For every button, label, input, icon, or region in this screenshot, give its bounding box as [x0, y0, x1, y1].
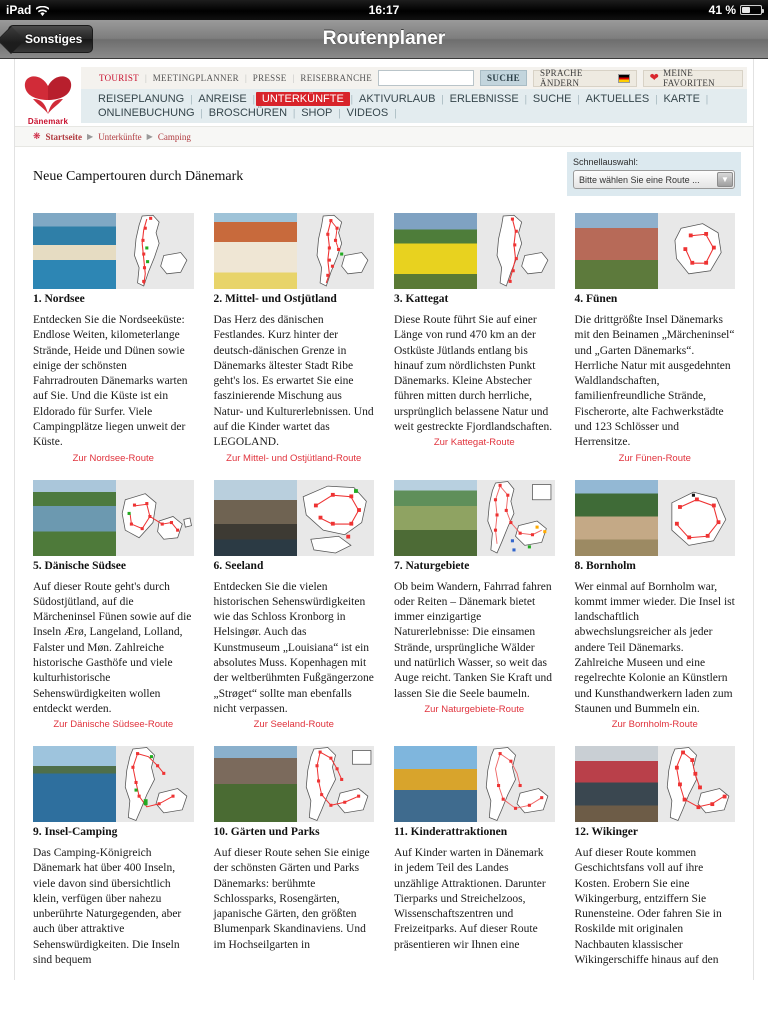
- change-language-label: SPRACHE ÄNDERN: [540, 68, 583, 88]
- card-media: [214, 213, 375, 289]
- topnav-item-reisebranche[interactable]: REISEBRANCHE: [300, 73, 373, 83]
- route-link[interactable]: Zur Seeland-Route: [253, 719, 334, 731]
- route-map-thumbnail: [116, 213, 193, 289]
- nav-item-unterkuenfte[interactable]: UNTERKÜNFTE: [256, 92, 350, 106]
- route-photo: [33, 746, 116, 822]
- route-photo: [214, 213, 297, 289]
- back-button-label: Sonstiges: [25, 32, 83, 46]
- route-photo: [33, 213, 116, 289]
- nav-item-erlebnisse[interactable]: ERLEBNISSE: [449, 93, 519, 105]
- top-utility-nav: [81, 73, 378, 83]
- route-title: 12. Wikinger: [574, 826, 638, 839]
- nav-separator: |: [705, 93, 709, 105]
- nav-item-onlinebuchung[interactable]: ONLINEBUCHUNG: [98, 107, 195, 119]
- logo-caption: Dänemark: [27, 117, 69, 126]
- route-card[interactable]: [565, 740, 746, 980]
- quick-select-panel: [567, 152, 741, 196]
- app-title: Routenplaner: [322, 28, 446, 49]
- card-media: [33, 213, 194, 289]
- topnav-item-tourist[interactable]: TOURIST: [99, 73, 139, 83]
- route-photo: [214, 746, 297, 822]
- page-title: Neue Campertouren durch Dänemark: [33, 169, 244, 184]
- header-right: [81, 67, 753, 126]
- route-description: Auf dieser Route sehen Sie einige der schönsten Gärten und Parks Dänemarks: berühmte Schlossparks, Rosengärten, japanische Gärten, den größten Blumenpark Skandinaviens. Und im Hochseilgarten in: [213, 847, 370, 951]
- card-media: [394, 746, 555, 822]
- breadcrumb-item-camping[interactable]: Camping: [157, 131, 191, 142]
- route-title: 4. Fünen: [574, 293, 618, 305]
- app-navigation-bar: [0, 20, 768, 59]
- nav-separator: |: [577, 93, 580, 105]
- route-description: Ob beim Wandern, Fahrrad fahren oder Reiten – Dänemark bietet immer einzigartige Naturerlebnisse: Die einsamen Strände, ursprüngliche Wälder und natürlich Wasser, so weit das Auge reicht. Tanken Sie Kraft und lassen Sie die Seele baumeln.: [394, 580, 553, 700]
- topnav-item-presse[interactable]: PRESSE: [252, 73, 287, 83]
- topnav-separator: |: [244, 73, 247, 83]
- route-link[interactable]: Zur Dänische Südsee-Route: [53, 719, 174, 731]
- route-description: Die drittgrößte Insel Dänemarks mit den Beinamen „Märcheninsel“ und „Garten Dänemarks“. Herrliche Natur mit ausgedehnten Waldlandschaften, familienfreundliche Strände, Fischerorte, alte Fachwerkstädte und 123 Schlösser und Herrensitze.: [574, 314, 735, 449]
- route-link[interactable]: Zur Fünen-Route: [618, 452, 691, 464]
- route-link[interactable]: Zur Naturgebiete-Route: [424, 703, 525, 715]
- page-title-row: [15, 147, 753, 207]
- page-container: [14, 59, 754, 980]
- device-label: iPad: [6, 3, 32, 17]
- change-language-button[interactable]: [533, 70, 637, 87]
- card-media: [575, 480, 736, 556]
- route-title: 6. Seeland: [213, 559, 264, 572]
- header-tools: [378, 70, 747, 87]
- nav-separator: |: [252, 93, 255, 105]
- topnav-item-meetingplanner[interactable]: MEETINGPLANNER: [152, 73, 239, 83]
- route-map-thumbnail: [297, 746, 374, 822]
- battery-icon: [740, 5, 762, 15]
- route-title: 9. Insel-Camping: [33, 826, 118, 839]
- route-photo: [214, 480, 297, 556]
- nav-separator: |: [338, 107, 341, 119]
- route-photo: [575, 213, 658, 289]
- nav-separator: |: [394, 107, 397, 119]
- route-map-thumbnail: [116, 746, 193, 822]
- card-media: [214, 746, 375, 822]
- route-title: 5. Dänische Südsee: [33, 559, 126, 572]
- route-card[interactable]: [384, 474, 565, 741]
- german-flag-icon: [618, 74, 630, 83]
- route-card[interactable]: [23, 740, 204, 980]
- card-media: [575, 213, 736, 289]
- route-map-thumbnail: [658, 746, 735, 822]
- route-title: 1. Nordsee: [33, 293, 85, 305]
- status-bar-clock: 16:17: [368, 3, 400, 17]
- route-photo: [394, 480, 477, 556]
- route-description: Entdecken Sie die Nordseeküste: Endlose Weiten, kilometerlange Strände, Heide und Dünen sowie einige der schönsten Fahrradrouten Dänemarks warten auf Sie. Und die Küste ist ein Eldorado für Surfer. Viele Campingplätze liegen unweit der Küste.: [33, 314, 188, 449]
- route-card[interactable]: [384, 207, 565, 474]
- route-link[interactable]: Zur Bornholm-Route: [611, 719, 698, 731]
- breadcrumb: [15, 126, 753, 147]
- nav-separator: |: [190, 93, 193, 105]
- route-title: 3. Kattegat: [394, 293, 449, 305]
- route-title: 2. Mittel- und Ostjütland: [213, 293, 337, 305]
- site-logo[interactable]: [15, 67, 81, 126]
- breadcrumb-item-startseite[interactable]: Startseite: [45, 131, 83, 142]
- embedded-web-view: [0, 59, 768, 1024]
- route-card[interactable]: [204, 740, 385, 980]
- nav-separator: |: [441, 93, 444, 105]
- route-map-thumbnail: [658, 213, 735, 289]
- route-title: 11. Kinderattraktionen: [394, 826, 508, 839]
- route-description: Diese Route führt Sie auf einer Länge von rund 470 km an der Ostküste Jütlands entlang bis hinauf zum nördlichsten Punkt Dänemarks. Kleine Abstecher führen mitten durch herrliche, ursprünglich belassene Natur und weit gestreckte Fjordlandschaften.: [394, 314, 553, 433]
- route-description: Das Camping-Königreich Dänemark hat über 400 Inseln, viele davon sind übersichtlich klein, verfügen über nahezu unberührte Naturgegenden, aber auch über attraktive Sehenswürdigkeiten. Die Inseln sind bequem: [33, 847, 182, 967]
- home-icon: ❋: [33, 131, 41, 141]
- nav-item-anreise[interactable]: ANREISE: [198, 93, 247, 105]
- visitdenmark-heart-logo: [21, 70, 75, 116]
- nav-item-broschueren[interactable]: BROSCHÜREN: [208, 107, 288, 119]
- nav-item-shop[interactable]: SHOP: [301, 107, 333, 119]
- route-card[interactable]: [23, 207, 204, 474]
- route-card[interactable]: [565, 207, 746, 474]
- main-navigation: [81, 89, 747, 123]
- route-title: 7. Naturgebiete: [394, 559, 470, 572]
- search-input[interactable]: [378, 70, 474, 86]
- top-utility-nav-row: [81, 67, 747, 89]
- route-map-thumbnail: [477, 480, 554, 556]
- route-map-thumbnail: [116, 480, 193, 556]
- route-photo: [394, 746, 477, 822]
- breadcrumb-item-unterkuenfte[interactable]: Unterkünfte: [98, 131, 142, 142]
- status-bar-right: [709, 3, 762, 17]
- search-button[interactable]: SUCHE: [480, 70, 527, 86]
- card-media: [214, 480, 375, 556]
- ios-status-bar: [0, 0, 768, 20]
- topnav-separator: |: [292, 73, 295, 83]
- quick-select-value: Bitte wählen Sie eine Route ...: [579, 174, 700, 185]
- nav-item-suche[interactable]: SUCHE: [532, 93, 572, 105]
- nav-item-reiseplanung[interactable]: REISEPLANUNG: [98, 93, 185, 105]
- nav-item-karte[interactable]: KARTE: [663, 93, 700, 105]
- route-link[interactable]: Zur Mittel- und Ostjütland-Route: [226, 452, 362, 464]
- route-description: Auf dieser Route geht's durch Südostjütland, auf die Märcheninsel Fünen sowie auf die Inseln Ærø, Langeland, Lolland, Falster und Møn. Zahlreiche historische Gasthöfe und viele kulturhistorische Sehenswürdigkeiten wollen entdeckt werden.: [33, 580, 192, 715]
- route-card[interactable]: [384, 740, 565, 980]
- route-map-thumbnail: [477, 746, 554, 822]
- quick-select-dropdown[interactable]: [573, 170, 735, 189]
- nav-separator: |: [200, 107, 203, 119]
- nav-separator: |: [350, 93, 353, 105]
- route-card[interactable]: [204, 474, 385, 741]
- topnav-separator: |: [144, 73, 147, 83]
- routes-grid: [15, 207, 753, 980]
- nav-item-aktivurlaub[interactable]: AKTIVURLAUB: [359, 93, 436, 105]
- route-map-thumbnail: [297, 213, 374, 289]
- chevron-down-icon: ▼: [717, 172, 733, 187]
- route-map-thumbnail: [658, 480, 735, 556]
- breadcrumb-arrow-icon: ▶: [87, 132, 94, 141]
- breadcrumb-arrow-icon: ▶: [146, 132, 153, 141]
- nav-item-aktuelles[interactable]: AKTUELLES: [585, 93, 650, 105]
- card-media: [33, 480, 194, 556]
- route-photo: [394, 213, 477, 289]
- card-media: [575, 746, 736, 822]
- battery-percent-label: 41 %: [708, 3, 736, 17]
- route-map-thumbnail: [297, 480, 374, 556]
- route-title: 10. Gärten und Parks: [213, 826, 320, 839]
- route-map-thumbnail: [477, 213, 554, 289]
- card-media: [394, 480, 555, 556]
- nav-item-videos[interactable]: VIDEOS: [346, 107, 389, 119]
- route-description: Wer einmal auf Bornholm war, kommt immer wieder. Die Insel ist landschaftlich abwechslungsreicher als jeder andere Teil Dänemarks. Zahlreiche Museen und eine regelrechte Kolonie an Künstlern und Kunsthandwerkern laden zum Staunen und Bummeln ein.: [574, 580, 735, 715]
- route-photo: [575, 746, 658, 822]
- route-card[interactable]: [204, 207, 385, 474]
- route-card[interactable]: [23, 474, 204, 741]
- route-description: Auf Kinder warten in Dänemark in jedem Teil des Landes unzählige Attraktionen. Darunter Tierparks und Streichelzoos, Wissenschaftszentren und Freizeitparks. Auf dieser Route präsentieren wir Ihnen eine: [394, 847, 546, 951]
- route-description: Entdecken Sie die vielen historischen Sehenswürdigkeiten wie das Schloss Kronborg in Helsingør. Auch das Kunstmuseum „Louisiana“ ist ein absolutes Muss. Kopenhagen mit der weltberühmten Fußgängerzone „Strøget“ sollte man ebenfalls nicht verpassen.: [213, 580, 374, 715]
- nav-separator: |: [524, 93, 527, 105]
- route-photo: [33, 480, 116, 556]
- heart-icon: ❤: [649, 71, 660, 84]
- card-media: [394, 213, 555, 289]
- quick-select-label: Schnellauswahl:: [573, 157, 639, 167]
- route-title: 8. Bornholm: [574, 559, 636, 572]
- route-photo: [575, 480, 658, 556]
- back-button[interactable]: [8, 25, 93, 53]
- site-header: [15, 59, 753, 126]
- my-favorites-button[interactable]: [643, 70, 743, 87]
- route-description: Das Herz des dänischen Festlandes. Kurz hinter der deutsch-dänischen Grenze in Dänemarks ältester Stadt Ribe geht's los. Es erwartet Sie eine faszinierende Mischung aus Natur- und Kulturerlebnissen. Und auf die Kinder wartet das LEGOLAND.: [213, 314, 374, 449]
- route-description: Auf dieser Route kommen Geschichtsfans voll auf ihre Kosten. Erobern Sie eine Wikingerburg, entziffern Sie Runensteine. Oder fahren Sie in Roskilde mit originalen Nachbauten klassischer Wikingerschiffe hinaus auf den: [574, 847, 722, 967]
- route-card[interactable]: [565, 474, 746, 741]
- nav-separator: |: [655, 93, 658, 105]
- my-favorites-label: MEINE FAVORITEN: [663, 68, 715, 88]
- route-link[interactable]: Zur Kattegat-Route: [433, 437, 515, 449]
- nav-separator: |: [293, 107, 296, 119]
- card-media: [33, 746, 194, 822]
- route-link[interactable]: Zur Nordsee-Route: [72, 452, 154, 464]
